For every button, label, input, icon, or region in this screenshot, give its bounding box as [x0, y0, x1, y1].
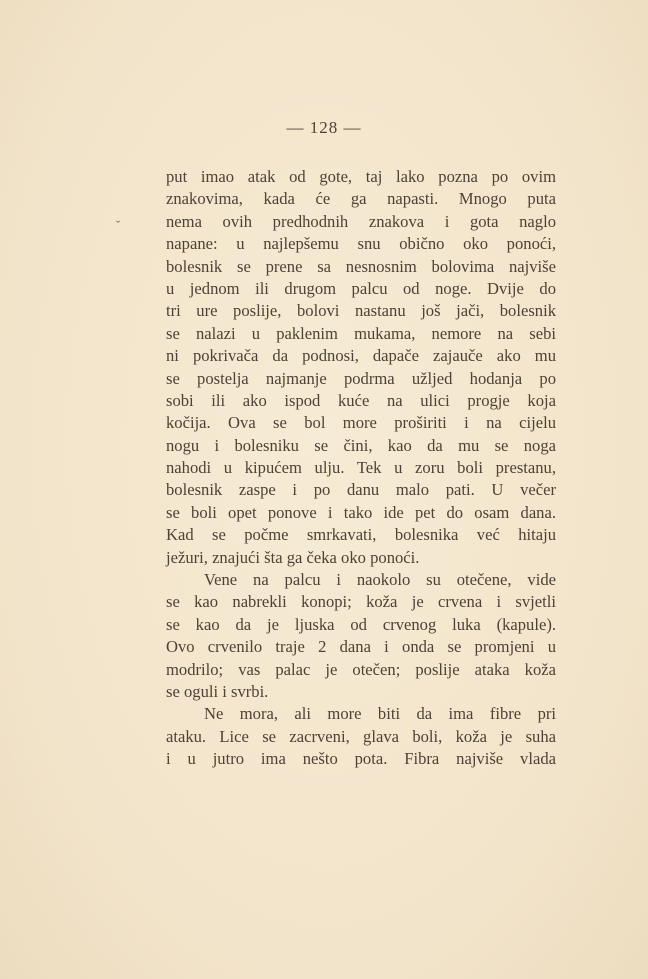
text-line: se oguli i svrbi. — [166, 681, 269, 701]
text-line: se boli opet ponove i tako ide pet do osam dana. — [166, 502, 556, 522]
text-line: ni pokrivača da podnosi, dapače zajauče ako mu — [166, 346, 556, 366]
page-body-text — [166, 166, 556, 771]
text-line: nahodi u kipućem ulju. Tek u zoru boli prestanu, — [166, 458, 556, 478]
text-line: znakovima, kada će ga napasti. Mnogo puta — [166, 189, 556, 209]
text-line: kočija. Ova se bol more proširiti i na cijelu — [166, 413, 556, 433]
scan-mark: ˇ — [116, 218, 120, 232]
text-line: tri ure poslije, bolovi nastanu još jači, bolesnik — [166, 301, 556, 321]
text-line: se postelja najmanje podrma užljed hodanja po — [166, 368, 556, 388]
text-line: bolesnik zaspe i po danu malo pati. U večer — [166, 480, 556, 500]
text-line: se kao nabrekli konopi; koža je crvena i svjetli — [166, 592, 556, 612]
text-line: Ovo crvenilo traje 2 dana i onda se promjeni u — [166, 637, 556, 657]
text-line: se nalazi u paklenim mukama, nemore na sebi — [166, 323, 556, 343]
text-line: Kad se počme smrkavati, bolesnika već hitaju — [166, 525, 556, 545]
text-line: put imao atak od gote, taj lako pozna po ovim — [166, 167, 556, 186]
paragraph-start-line: Ne mora, ali more biti da ima fibre pri — [204, 704, 556, 724]
text-line: ježuri, znajući šta ga čeka oko ponoći. — [166, 547, 420, 567]
text-line: napane: u najlepšemu snu obično oko ponoći, — [166, 234, 556, 254]
paragraph-start-line: Vene na palcu i naokolo su otečene, vide — [204, 570, 556, 590]
text-line: modrilo; vas palac je otečen; poslije ataka koža — [166, 659, 556, 679]
page-number: — 128 — — [286, 118, 362, 137]
text-line: se kao da je ljuska od crvenog luka (kapule). — [166, 614, 556, 634]
text-line: ataku. Lice se zacrveni, glava boli, koža je suha — [166, 726, 556, 746]
text-line: sobi ili ako ispod kuće na ulici progje koja — [166, 390, 556, 410]
text-line: bolesnik se prene sa nesnosnim bolovima najviše — [166, 256, 556, 276]
text-line: u jednom ili drugom palcu od noge. Dvije do — [166, 278, 556, 298]
text-line: nema ovih predhodnih znakova i gota naglo — [166, 211, 556, 231]
text-line: nogu i bolesniku se čini, kao da mu se noga — [166, 435, 556, 455]
text-line: i u jutro ima nešto pota. Fibra najviše vlada — [166, 749, 556, 769]
